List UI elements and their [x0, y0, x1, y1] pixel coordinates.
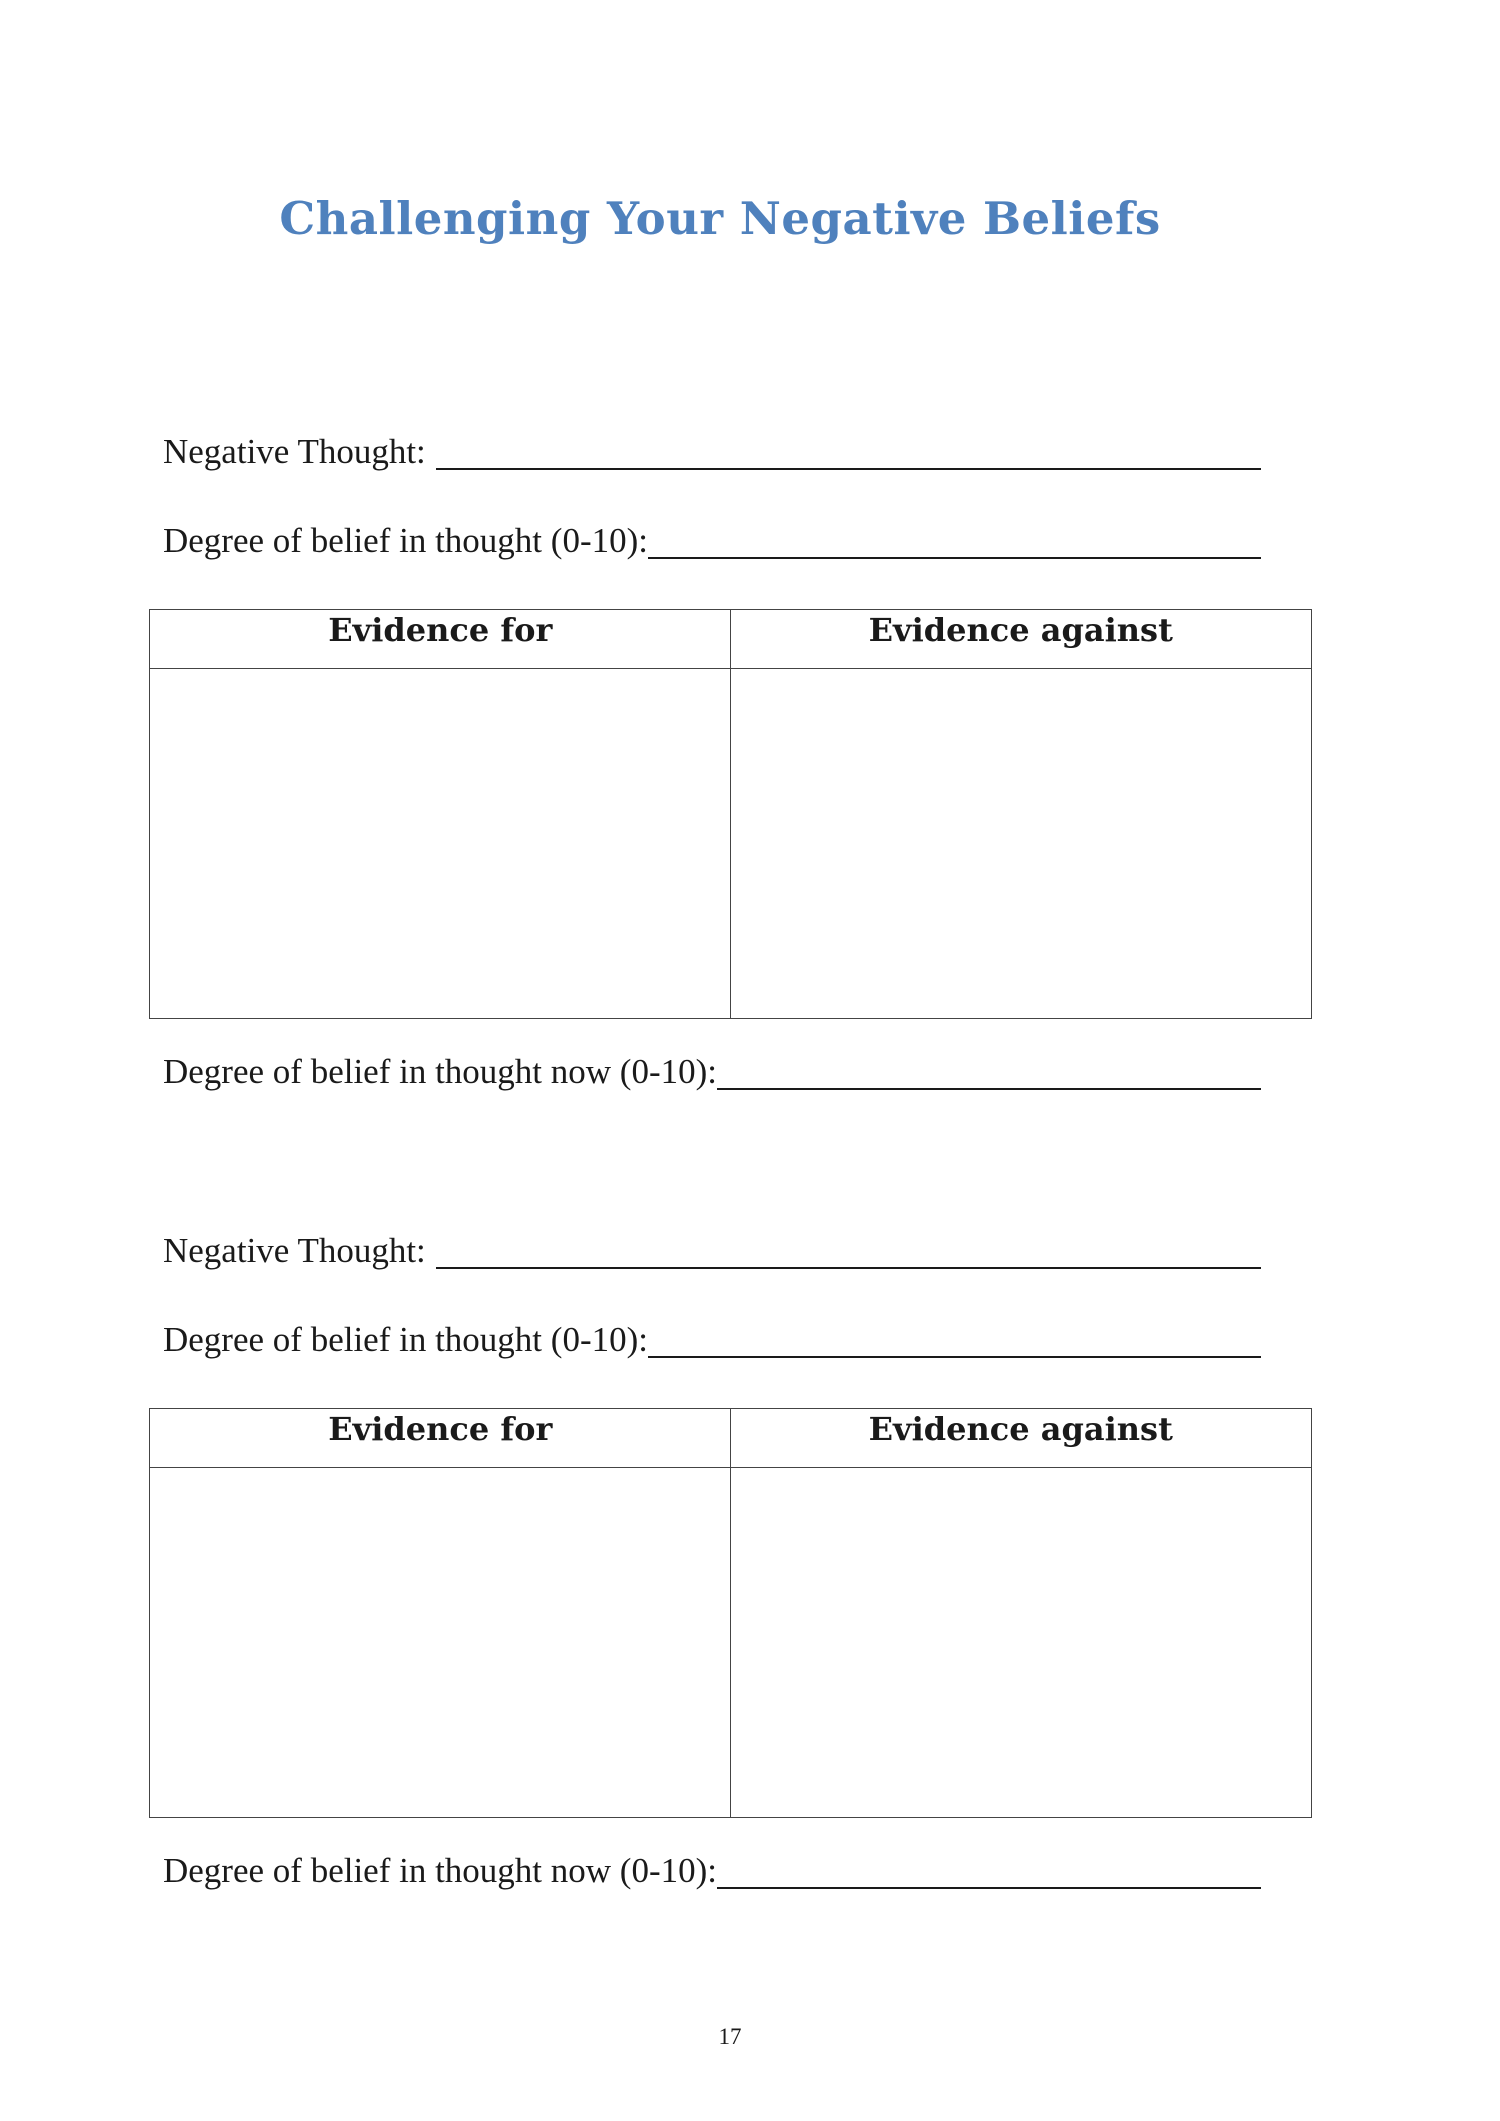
negative-thought-label: Negative Thought: — [163, 1231, 426, 1270]
evidence-against-cell[interactable] — [731, 669, 1312, 1018]
evidence-for-header: Evidence for — [328, 1410, 553, 1448]
evidence-against-cell[interactable] — [731, 1468, 1312, 1817]
page-number: 17 — [718, 2024, 742, 2049]
belief-rating-input-line[interactable] — [648, 527, 1261, 559]
belief-now-label: Degree of belief in thought now (0-10): — [163, 1052, 718, 1091]
page-title: Challenging Your Negative Beliefs — [279, 192, 1161, 245]
table-column-divider — [730, 1409, 731, 1817]
negative-thought-input-line[interactable] — [436, 1237, 1261, 1269]
belief-rating-field — [163, 521, 1261, 561]
evidence-against-header: Evidence against — [868, 611, 1173, 649]
belief-rating-label: Degree of belief in thought (0-10): — [163, 521, 648, 560]
evidence-for-cell[interactable] — [150, 669, 731, 1018]
evidence-for-header: Evidence for — [328, 611, 553, 649]
negative-thought-field — [163, 432, 1261, 472]
evidence-against-header: Evidence against — [868, 1410, 1173, 1448]
belief-now-field — [163, 1851, 1261, 1891]
belief-rating-field — [163, 1320, 1261, 1360]
belief-rating-input-line[interactable] — [648, 1326, 1261, 1358]
belief-now-label: Degree of belief in thought now (0-10): — [163, 1851, 718, 1890]
evidence-for-cell[interactable] — [150, 1468, 731, 1817]
belief-now-input-line[interactable] — [717, 1857, 1261, 1889]
belief-now-input-line[interactable] — [717, 1058, 1261, 1090]
evidence-table — [149, 609, 1312, 1019]
negative-thought-field — [163, 1231, 1261, 1271]
negative-thought-label: Negative Thought: — [163, 432, 426, 471]
table-column-divider — [730, 610, 731, 1018]
negative-thought-input-line[interactable] — [436, 438, 1261, 470]
evidence-table — [149, 1408, 1312, 1818]
belief-now-field — [163, 1052, 1261, 1092]
belief-rating-label: Degree of belief in thought (0-10): — [163, 1320, 648, 1359]
